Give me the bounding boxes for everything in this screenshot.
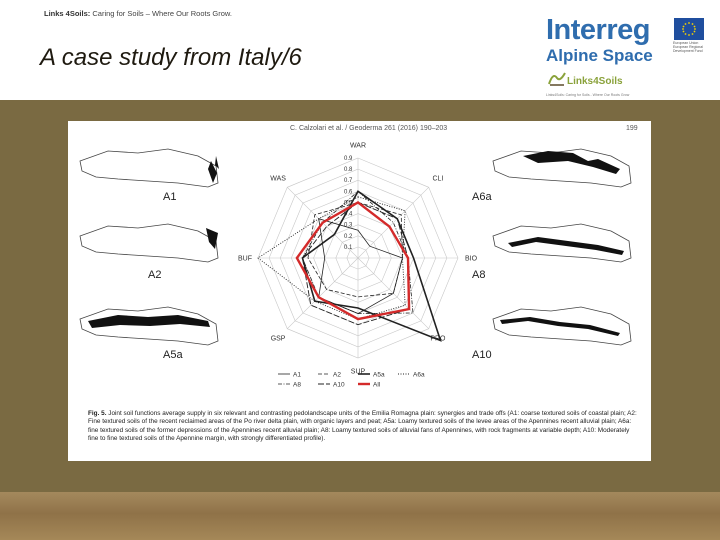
header-brand: Links 4Soils: <box>44 9 91 18</box>
tick-label-0-5: 0.5 <box>344 200 353 207</box>
journal-reference: C. Calzolari et al. / Geoderma 261 (2016) 190–203 <box>290 125 448 132</box>
region-map-a10 <box>493 307 631 345</box>
logo-interreg-word: Interreg <box>546 14 650 46</box>
axis-label-bio: BIO <box>464 255 478 263</box>
paper-figure <box>68 121 651 461</box>
series-line-a2 <box>308 202 402 296</box>
tick-label-0-3: 0.3 <box>344 222 353 229</box>
tick-label-0-4: 0.4 <box>344 211 353 218</box>
map-label-a2: A2 <box>148 269 162 281</box>
axis-label-pro: PRO <box>430 335 446 343</box>
region-map-a8 <box>493 224 631 262</box>
axis-label-cli: CLI <box>432 175 444 183</box>
region-map-a6a <box>493 149 631 187</box>
map-label-a5a: A5a <box>163 349 183 361</box>
slide-title: A case study from Italy/6 <box>40 44 302 71</box>
legend-label-a8: A8 <box>293 381 301 389</box>
map-label-a6a: A6a <box>472 191 492 203</box>
logo-project-name: Links4Soils <box>567 76 623 87</box>
region-map-a5a <box>80 307 218 345</box>
tick-label-0-6: 0.6 <box>344 189 353 196</box>
axis-label-was: WAS <box>270 175 286 183</box>
series-line-a1 <box>319 219 403 314</box>
journal-page-number: 199 <box>626 125 638 132</box>
figure-caption <box>88 410 640 444</box>
axis-label-war: WAR <box>349 142 367 150</box>
radar-chart <box>238 143 478 376</box>
tick-label-0-7: 0.7 <box>344 178 353 185</box>
legend-label-a10: A10 <box>333 381 345 389</box>
logo-project-tagline: Links4Soils: Caring for Soils - Where Our Roots Grow <box>546 93 630 97</box>
header-tagline <box>44 9 232 18</box>
interreg-logo <box>543 14 703 100</box>
slide-header <box>0 0 720 100</box>
axis-label-sup: SUP <box>350 368 366 376</box>
axis-label-buf: BUF <box>238 255 252 263</box>
logo-program: Alpine Space <box>546 46 653 65</box>
tick-label-0-8: 0.8 <box>344 167 353 174</box>
figure-caption-text: Joint soil functions average supply in six relevant and contrasting pedolandscape units of the Emilia Romagna plain: synergies and trade offs (A1: coarse textured soils of coastal plain; A2: Fine textured soils of the recent reclaimed areas of the Po river delta plain, with organic layers and peat; A5a: Loamy textured soils of the levee areas of the Apennines recent alluvial plain; A6a: fine textured soils of the former depressions of the Apennines recent alluvial plain; A8: Loamy textured soils of alluvial fans of Apennines, with rock fragments at variable depth; A10: Moderately fine to fine textured soils of the Apennine margin, with strongly differentiated profile). <box>88 410 637 443</box>
map-label-a10: A10 <box>472 349 492 361</box>
figure-caption-label: Fig. 5. <box>88 410 107 417</box>
region-map-a1 <box>80 149 219 187</box>
eu-caption: European Union European Regional Development Fund <box>673 41 703 53</box>
legend-label-a5a: A5a <box>373 371 385 379</box>
radar-spoke-gsp <box>287 258 358 329</box>
legend-label-a6a: A6a <box>413 371 425 379</box>
legend-label-a2: A2 <box>333 371 341 379</box>
eu-flag-icon <box>674 18 704 40</box>
soil-footer-image <box>0 492 720 540</box>
series-line-a10 <box>302 202 409 324</box>
map-label-a8: A8 <box>472 269 486 281</box>
axis-label-gsp: GSP <box>270 335 286 343</box>
header-tagline-text: Caring for Soils – Where Our Roots Grow. <box>92 9 232 18</box>
tick-label-0-1: 0.1 <box>344 244 353 251</box>
tick-label-0-9: 0.9 <box>344 156 353 162</box>
region-map-a2 <box>80 224 218 262</box>
legend-label-all: All <box>373 381 381 389</box>
legend-label-a1: A1 <box>293 371 301 379</box>
figure-graphic <box>68 121 651 409</box>
map-label-a1: A1 <box>163 191 177 203</box>
tick-label-0-2: 0.2 <box>344 233 353 240</box>
links4soils-mark-icon <box>548 70 566 86</box>
